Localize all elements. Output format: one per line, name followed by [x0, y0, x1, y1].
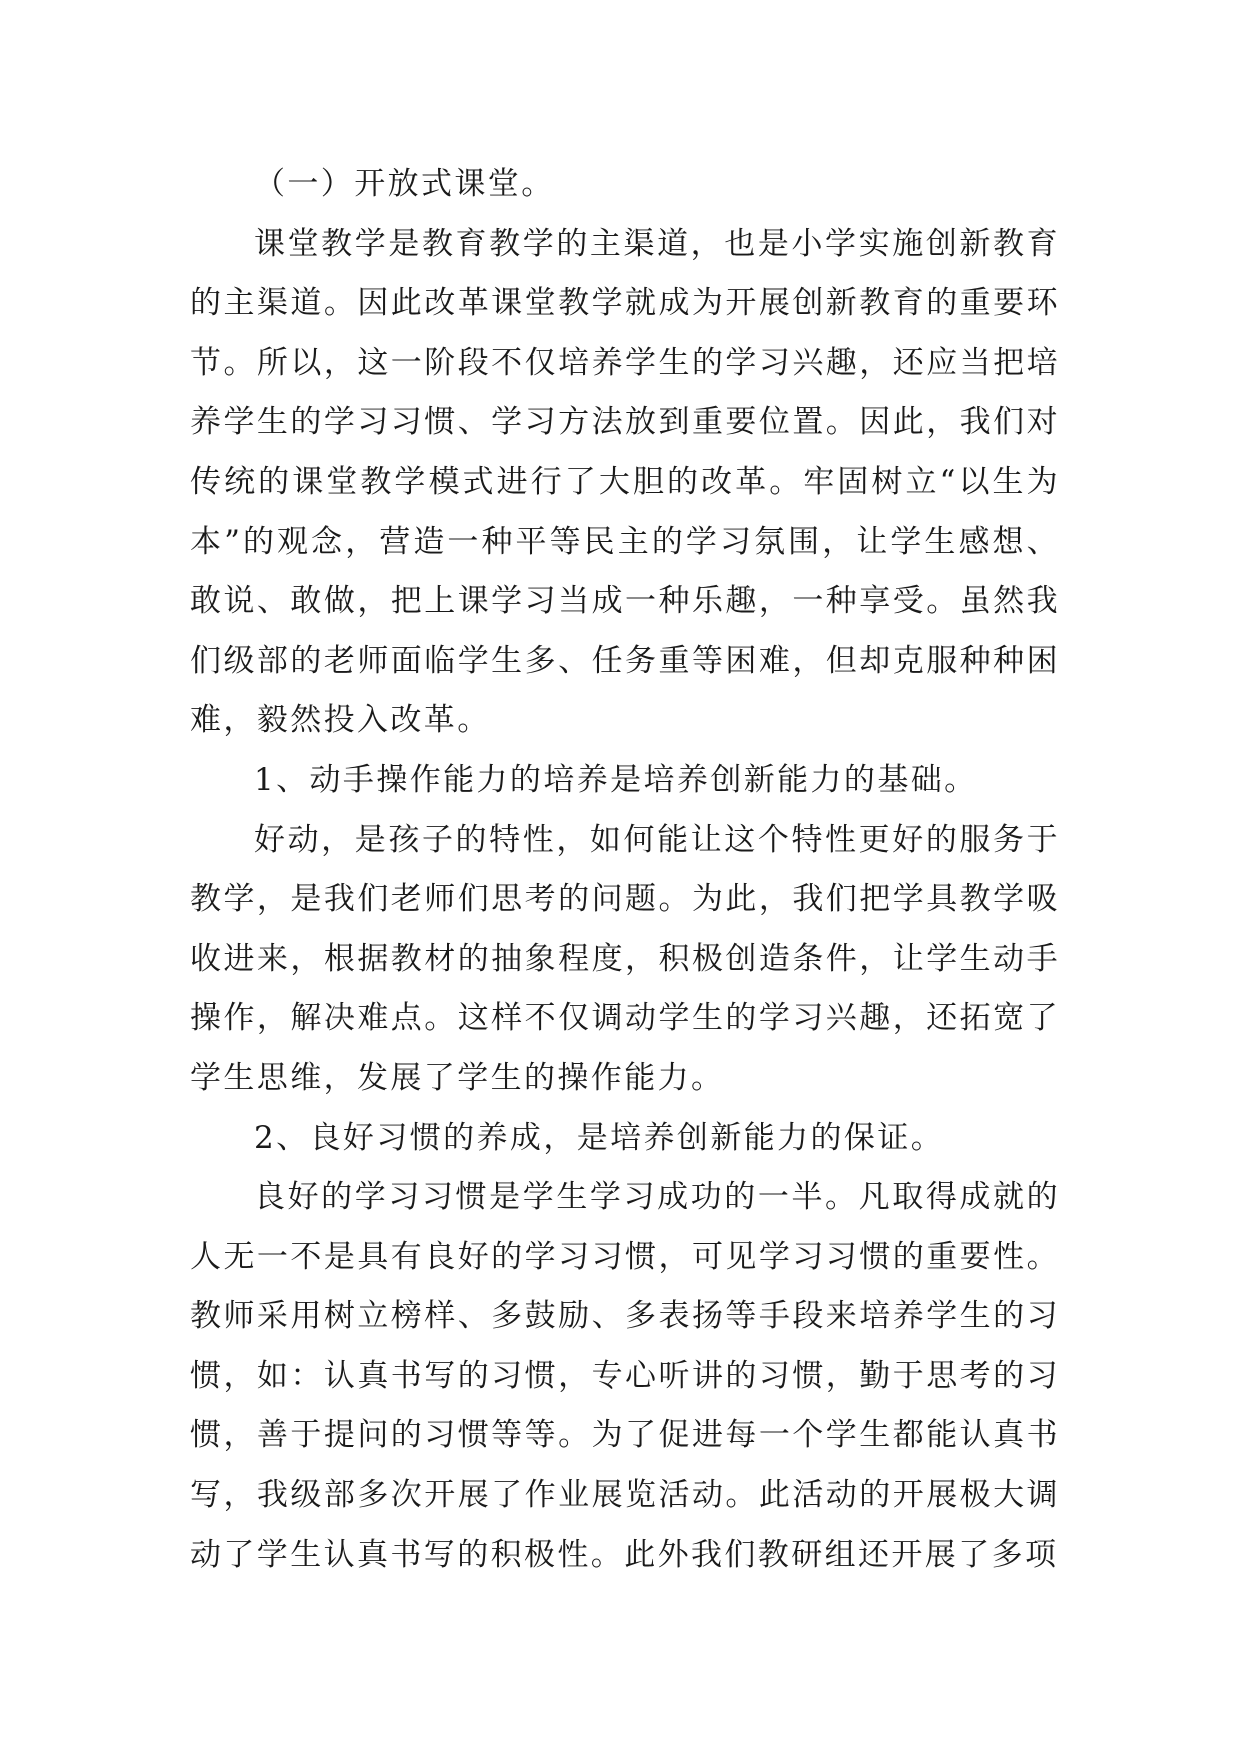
document-body: [190, 155, 1060, 1585]
paragraph-good-habits: 良好的学习习惯是学生学习成功的一半。凡取得成就的人无一不是具有良好的学习习惯，可见学习习惯的重要性。教师采用树立榜样、多鼓励、多表扬等手段来培养学生的习惯，如：认真书写的习惯，专心听讲的习惯，勤于思考的习惯，善于提问的习惯等等。为了促进每一个学生都能认真书写，我级部多次开展了作业展览活动。此活动的开展极大调动了学生认真书写的积极性。此外我们教研组还开展了多项: [190, 1179, 1060, 1573]
subheading-hands-on-ability: 1、动手操作能力的培养是培养创新能力的基础。: [254, 761, 978, 798]
paragraph-classroom-reform: 课堂教学是教育教学的主渠道，也是小学实施创新教育的主渠道。因此改革课堂教学就成为开展创新教育的重要环节。所以，这一阶段不仅培养学生的学习兴趣，还应当把培养学生的学习习惯、学习方法放到重要位置。因此，我们对传统的课堂教学模式进行了大胆的改革。牢固树立“以生为本”的观念，营造一种平等民主的学习氛围，让学生感想、敢说、敢做，把上课学习当成一种乐趣，一种享受。虽然我们级部的老师面临学生多、任务重等困难，但却克服种种困难，毅然投入改革。: [190, 225, 1060, 739]
section-heading-open-classroom: （一）开放式课堂。: [254, 166, 555, 202]
subheading-good-habits: 2、良好习惯的养成，是培养创新能力的保证。: [254, 1119, 945, 1156]
paragraph-hands-on-ability: 好动，是孩子的特性，如何能让这个特性更好的服务于教学，是我们老师们思考的问题。为此，我们把学具教学吸收进来，根据教材的抽象程度，积极创造条件，让学生动手操作，解决难点。这样不仅调动学生的学习兴趣，还拓宽了学生思维，发展了学生的操作能力。: [190, 821, 1060, 1096]
